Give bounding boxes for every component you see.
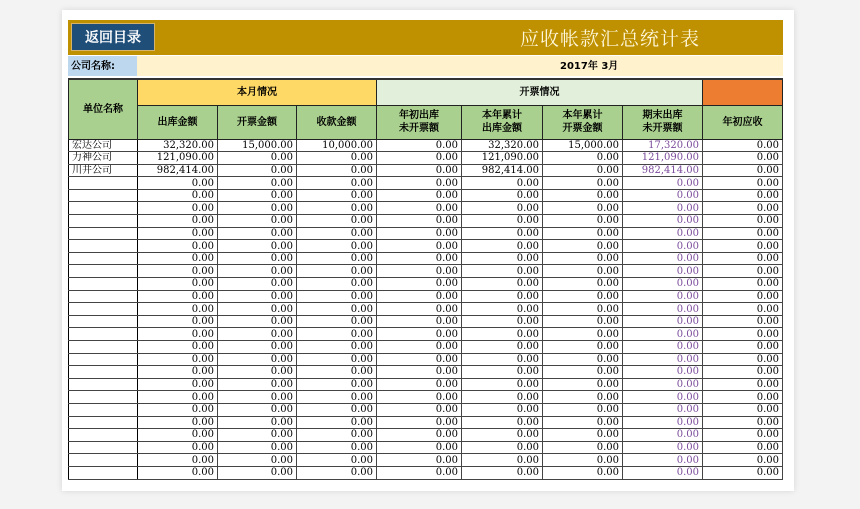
amount-cell[interactable]: 0.00 bbox=[138, 290, 218, 303]
amount-cell[interactable]: 0.00 bbox=[543, 429, 623, 442]
amount-cell[interactable]: 0.00 bbox=[543, 227, 623, 240]
amount-cell[interactable]: 0.00 bbox=[297, 353, 377, 366]
amount-cell[interactable]: 0.00 bbox=[543, 353, 623, 366]
amount-cell[interactable]: 0.00 bbox=[297, 240, 377, 253]
amount-cell[interactable]: 0.00 bbox=[462, 353, 543, 366]
amount-cell[interactable]: 0.00 bbox=[138, 215, 218, 228]
amount-cell[interactable]: 0.00 bbox=[703, 416, 783, 429]
amount-cell[interactable]: 0.00 bbox=[138, 416, 218, 429]
unit-name-cell[interactable] bbox=[69, 366, 138, 379]
table-row bbox=[69, 139, 783, 152]
unit-name-cell[interactable] bbox=[69, 403, 138, 416]
unit-name-cell[interactable] bbox=[69, 303, 138, 316]
amount-cell[interactable]: 0.00 bbox=[218, 391, 297, 404]
amount-cell[interactable]: 0.00 bbox=[543, 215, 623, 228]
amount-cell[interactable]: 0.00 bbox=[543, 189, 623, 202]
amount-cell[interactable]: 0.00 bbox=[297, 441, 377, 454]
amount-cell[interactable]: 0.00 bbox=[623, 177, 703, 190]
amount-cell[interactable]: 0.00 bbox=[218, 416, 297, 429]
amount-cell[interactable]: 0.00 bbox=[462, 303, 543, 316]
amount-cell[interactable]: 0.00 bbox=[703, 454, 783, 467]
amount-cell[interactable]: 0.00 bbox=[543, 252, 623, 265]
amount-cell[interactable]: 0.00 bbox=[623, 466, 703, 479]
amount-cell[interactable]: 0.00 bbox=[218, 164, 297, 177]
header-c4-line1: 年初出库 bbox=[399, 110, 439, 121]
page-title: 应收帐款汇总统计表 bbox=[520, 28, 701, 50]
unit-name-cell[interactable] bbox=[69, 215, 138, 228]
amount-cell[interactable]: 0.00 bbox=[218, 328, 297, 341]
amount-cell[interactable]: 0.00 bbox=[377, 403, 462, 416]
unit-name-cell[interactable] bbox=[69, 202, 138, 215]
amount-cell[interactable]: 0.00 bbox=[543, 366, 623, 379]
header-c5-line1: 本年累计 bbox=[482, 110, 522, 121]
amount-cell[interactable]: 0.00 bbox=[377, 278, 462, 291]
header-c3: 收款金额 bbox=[297, 105, 377, 139]
amount-cell[interactable]: 0.00 bbox=[297, 215, 377, 228]
back-to-index-button[interactable]: 返回目录 bbox=[71, 23, 155, 51]
amount-cell[interactable]: 0.00 bbox=[377, 240, 462, 253]
amount-cell[interactable]: 0.00 bbox=[138, 378, 218, 391]
amount-cell[interactable]: 0.00 bbox=[218, 215, 297, 228]
amount-cell[interactable]: 0.00 bbox=[462, 366, 543, 379]
amount-cell[interactable]: 0.00 bbox=[218, 265, 297, 278]
amount-cell[interactable]: 0.00 bbox=[703, 378, 783, 391]
amount-cell[interactable]: 0.00 bbox=[297, 366, 377, 379]
table-row bbox=[69, 278, 783, 291]
amount-cell[interactable]: 0.00 bbox=[462, 290, 543, 303]
header-c5 bbox=[462, 105, 543, 139]
amount-cell[interactable]: 0.00 bbox=[543, 403, 623, 416]
amount-cell[interactable]: 0.00 bbox=[138, 315, 218, 328]
amount-cell[interactable]: 15,000.00 bbox=[218, 139, 297, 152]
amount-cell[interactable]: 0.00 bbox=[218, 454, 297, 467]
amount-cell[interactable]: 0.00 bbox=[543, 441, 623, 454]
amount-cell[interactable]: 0.00 bbox=[543, 290, 623, 303]
table-row bbox=[69, 391, 783, 404]
amount-cell[interactable]: 0.00 bbox=[138, 403, 218, 416]
table-row bbox=[69, 353, 783, 366]
amount-cell[interactable]: 0.00 bbox=[377, 202, 462, 215]
amount-cell[interactable]: 0.00 bbox=[462, 341, 543, 354]
amount-cell[interactable]: 0.00 bbox=[703, 328, 783, 341]
amount-cell[interactable]: 0.00 bbox=[703, 164, 783, 177]
unit-name-cell[interactable] bbox=[69, 429, 138, 442]
unit-name-cell[interactable] bbox=[69, 252, 138, 265]
amount-cell[interactable]: 0.00 bbox=[623, 328, 703, 341]
amount-cell[interactable]: 0.00 bbox=[138, 177, 218, 190]
table-row bbox=[69, 164, 783, 177]
amount-cell[interactable]: 982,414.00 bbox=[138, 164, 218, 177]
amount-cell[interactable]: 0.00 bbox=[623, 265, 703, 278]
amount-cell[interactable]: 0.00 bbox=[138, 341, 218, 354]
header-invoice: 开票情况 bbox=[377, 79, 703, 105]
amount-cell[interactable]: 0.00 bbox=[297, 378, 377, 391]
amount-cell[interactable]: 0.00 bbox=[462, 403, 543, 416]
amount-cell[interactable]: 32,320.00 bbox=[138, 139, 218, 152]
amount-cell[interactable]: 0.00 bbox=[218, 366, 297, 379]
amount-cell[interactable]: 0.00 bbox=[703, 177, 783, 190]
amount-cell[interactable]: 982,414.00 bbox=[623, 164, 703, 177]
amount-cell[interactable]: 0.00 bbox=[218, 466, 297, 479]
amount-cell[interactable]: 0.00 bbox=[623, 366, 703, 379]
header-c8: 年初应收 bbox=[703, 105, 783, 139]
amount-cell[interactable]: 982,414.00 bbox=[462, 164, 543, 177]
amount-cell[interactable]: 0.00 bbox=[218, 240, 297, 253]
amount-cell[interactable]: 0.00 bbox=[297, 189, 377, 202]
amount-cell[interactable]: 0.00 bbox=[703, 466, 783, 479]
amount-cell[interactable]: 0.00 bbox=[218, 252, 297, 265]
amount-cell[interactable]: 0.00 bbox=[218, 227, 297, 240]
amount-cell[interactable]: 0.00 bbox=[377, 215, 462, 228]
amount-cell[interactable]: 0.00 bbox=[377, 366, 462, 379]
unit-name-cell[interactable] bbox=[69, 290, 138, 303]
unit-name-cell[interactable] bbox=[69, 353, 138, 366]
amount-cell[interactable]: 0.00 bbox=[138, 252, 218, 265]
amount-cell[interactable]: 0.00 bbox=[218, 290, 297, 303]
amount-cell[interactable]: 0.00 bbox=[543, 202, 623, 215]
amount-cell[interactable]: 0.00 bbox=[462, 189, 543, 202]
amount-cell[interactable]: 0.00 bbox=[377, 252, 462, 265]
table-row bbox=[69, 240, 783, 253]
amount-cell[interactable]: 0.00 bbox=[623, 202, 703, 215]
amount-cell[interactable]: 0.00 bbox=[297, 328, 377, 341]
table-body bbox=[69, 139, 783, 479]
amount-cell[interactable]: 0.00 bbox=[377, 441, 462, 454]
header-unit: 单位名称 bbox=[69, 79, 138, 139]
amount-cell[interactable]: 0.00 bbox=[703, 139, 783, 152]
amount-cell[interactable]: 0.00 bbox=[218, 315, 297, 328]
amount-cell[interactable]: 0.00 bbox=[138, 202, 218, 215]
amount-cell[interactable]: 0.00 bbox=[377, 265, 462, 278]
amount-cell[interactable]: 10,000.00 bbox=[297, 139, 377, 152]
amount-cell[interactable]: 0.00 bbox=[543, 240, 623, 253]
table-row bbox=[69, 202, 783, 215]
unit-name-cell[interactable] bbox=[69, 391, 138, 404]
amount-cell[interactable]: 0.00 bbox=[462, 240, 543, 253]
amount-cell[interactable]: 0.00 bbox=[703, 252, 783, 265]
amount-cell[interactable]: 0.00 bbox=[377, 290, 462, 303]
table-row bbox=[69, 454, 783, 467]
amount-cell[interactable]: 0.00 bbox=[297, 177, 377, 190]
unit-name-cell[interactable] bbox=[69, 315, 138, 328]
unit-name-cell[interactable] bbox=[69, 227, 138, 240]
amount-cell[interactable]: 0.00 bbox=[703, 240, 783, 253]
amount-cell[interactable]: 0.00 bbox=[462, 441, 543, 454]
amount-cell[interactable]: 0.00 bbox=[543, 391, 623, 404]
amount-cell[interactable]: 0.00 bbox=[377, 454, 462, 467]
amount-cell[interactable]: 0.00 bbox=[377, 139, 462, 152]
amount-cell[interactable]: 0.00 bbox=[297, 164, 377, 177]
amount-cell[interactable]: 0.00 bbox=[377, 378, 462, 391]
amount-cell[interactable]: 0.00 bbox=[218, 353, 297, 366]
table-row bbox=[69, 366, 783, 379]
amount-cell[interactable]: 0.00 bbox=[623, 278, 703, 291]
table-row bbox=[69, 466, 783, 479]
amount-cell[interactable]: 0.00 bbox=[297, 152, 377, 165]
amount-cell[interactable]: 0.00 bbox=[623, 403, 703, 416]
amount-cell[interactable]: 0.00 bbox=[623, 391, 703, 404]
amount-cell[interactable]: 0.00 bbox=[297, 429, 377, 442]
amount-cell[interactable]: 0.00 bbox=[297, 341, 377, 354]
amount-cell[interactable]: 0.00 bbox=[138, 189, 218, 202]
amount-cell[interactable]: 0.00 bbox=[297, 278, 377, 291]
unit-name-cell[interactable] bbox=[69, 265, 138, 278]
amount-cell[interactable]: 0.00 bbox=[218, 278, 297, 291]
amount-cell[interactable]: 0.00 bbox=[377, 328, 462, 341]
amount-cell[interactable]: 0.00 bbox=[138, 278, 218, 291]
unit-name-cell[interactable] bbox=[69, 341, 138, 354]
header-c2: 开票金额 bbox=[218, 105, 297, 139]
amount-cell[interactable]: 0.00 bbox=[218, 202, 297, 215]
amount-cell[interactable]: 0.00 bbox=[623, 252, 703, 265]
table-row bbox=[69, 189, 783, 202]
amount-cell[interactable]: 0.00 bbox=[703, 366, 783, 379]
unit-name-cell[interactable] bbox=[69, 441, 138, 454]
amount-cell[interactable]: 0.00 bbox=[377, 227, 462, 240]
amount-cell[interactable]: 0.00 bbox=[703, 227, 783, 240]
amount-cell[interactable]: 0.00 bbox=[623, 315, 703, 328]
table-row bbox=[69, 341, 783, 354]
amount-cell[interactable]: 0.00 bbox=[703, 429, 783, 442]
amount-cell[interactable]: 0.00 bbox=[462, 252, 543, 265]
unit-name-cell[interactable] bbox=[69, 240, 138, 253]
amount-cell[interactable]: 0.00 bbox=[703, 152, 783, 165]
amount-cell[interactable]: 0.00 bbox=[623, 441, 703, 454]
header-c5-line2: 出库金额 bbox=[482, 123, 522, 134]
table-row bbox=[69, 315, 783, 328]
unit-name-cell[interactable] bbox=[69, 378, 138, 391]
amount-cell[interactable]: 0.00 bbox=[462, 265, 543, 278]
amount-cell[interactable]: 0.00 bbox=[138, 429, 218, 442]
amount-cell[interactable]: 0.00 bbox=[623, 227, 703, 240]
amount-cell[interactable]: 0.00 bbox=[462, 177, 543, 190]
amount-cell[interactable]: 32,320.00 bbox=[462, 139, 543, 152]
amount-cell[interactable]: 0.00 bbox=[543, 328, 623, 341]
amount-cell[interactable]: 0.00 bbox=[377, 164, 462, 177]
table-row bbox=[69, 429, 783, 442]
amount-cell[interactable]: 0.00 bbox=[462, 466, 543, 479]
amount-cell[interactable]: 0.00 bbox=[703, 290, 783, 303]
amount-cell[interactable]: 0.00 bbox=[138, 353, 218, 366]
amount-cell[interactable]: 0.00 bbox=[138, 240, 218, 253]
amount-cell[interactable]: 0.00 bbox=[138, 366, 218, 379]
amount-cell[interactable]: 0.00 bbox=[543, 315, 623, 328]
header-c6-line1: 本年累计 bbox=[562, 110, 603, 121]
table-row bbox=[69, 227, 783, 240]
table-row bbox=[69, 378, 783, 391]
amount-cell[interactable]: 0.00 bbox=[297, 227, 377, 240]
amount-cell[interactable]: 0.00 bbox=[218, 152, 297, 165]
company-label: 公司名称: bbox=[68, 56, 137, 76]
amount-cell[interactable]: 0.00 bbox=[138, 454, 218, 467]
table-row bbox=[69, 328, 783, 341]
amount-cell[interactable]: 0.00 bbox=[462, 378, 543, 391]
header-c7-line1: 期末出库 bbox=[642, 110, 683, 121]
amount-cell[interactable]: 0.00 bbox=[703, 353, 783, 366]
amount-cell[interactable]: 0.00 bbox=[703, 303, 783, 316]
table-row bbox=[69, 252, 783, 265]
amount-cell[interactable]: 0.00 bbox=[623, 429, 703, 442]
amount-cell[interactable]: 0.00 bbox=[703, 315, 783, 328]
amount-cell[interactable]: 0.00 bbox=[623, 303, 703, 316]
unit-name-cell[interactable] bbox=[69, 454, 138, 467]
unit-name-cell[interactable] bbox=[69, 416, 138, 429]
amount-cell[interactable]: 0.00 bbox=[462, 429, 543, 442]
amount-cell[interactable]: 0.00 bbox=[543, 466, 623, 479]
amount-cell[interactable]: 0.00 bbox=[297, 454, 377, 467]
amount-cell[interactable]: 0.00 bbox=[623, 215, 703, 228]
amount-cell[interactable]: 0.00 bbox=[462, 278, 543, 291]
amount-cell[interactable]: 0.00 bbox=[138, 227, 218, 240]
amount-cell[interactable]: 121,090.00 bbox=[623, 152, 703, 165]
month-label: 2017年 3月 bbox=[560, 61, 619, 72]
amount-cell[interactable]: 0.00 bbox=[623, 290, 703, 303]
unit-name-cell[interactable] bbox=[69, 466, 138, 479]
amount-cell[interactable]: 0.00 bbox=[377, 416, 462, 429]
amount-cell[interactable]: 0.00 bbox=[623, 378, 703, 391]
amount-cell[interactable]: 0.00 bbox=[462, 328, 543, 341]
amount-cell[interactable]: 0.00 bbox=[377, 152, 462, 165]
table-row bbox=[69, 265, 783, 278]
table-row bbox=[69, 152, 783, 165]
amount-cell[interactable]: 0.00 bbox=[377, 341, 462, 354]
amount-cell[interactable]: 0.00 bbox=[377, 353, 462, 366]
company-row[interactable] bbox=[68, 56, 783, 76]
amount-cell[interactable]: 0.00 bbox=[623, 416, 703, 429]
table-row bbox=[69, 403, 783, 416]
amount-cell[interactable]: 0.00 bbox=[297, 265, 377, 278]
amount-cell[interactable]: 0.00 bbox=[543, 265, 623, 278]
amount-cell[interactable]: 0.00 bbox=[297, 466, 377, 479]
amount-cell[interactable]: 0.00 bbox=[623, 189, 703, 202]
amount-cell[interactable]: 0.00 bbox=[218, 341, 297, 354]
table-row bbox=[69, 441, 783, 454]
amount-cell[interactable]: 0.00 bbox=[623, 454, 703, 467]
amount-cell[interactable]: 0.00 bbox=[703, 202, 783, 215]
amount-cell[interactable]: 0.00 bbox=[297, 252, 377, 265]
amount-cell[interactable]: 0.00 bbox=[543, 416, 623, 429]
amount-cell[interactable]: 0.00 bbox=[377, 429, 462, 442]
amount-cell[interactable]: 0.00 bbox=[297, 290, 377, 303]
header-c7 bbox=[623, 105, 703, 139]
header-c4-line2: 未开票额 bbox=[399, 123, 439, 134]
amount-cell[interactable]: 0.00 bbox=[218, 189, 297, 202]
amount-cell[interactable]: 0.00 bbox=[703, 278, 783, 291]
amount-cell[interactable]: 0.00 bbox=[297, 416, 377, 429]
unit-name-cell[interactable] bbox=[69, 189, 138, 202]
amount-cell[interactable]: 0.00 bbox=[703, 403, 783, 416]
amount-cell[interactable]: 0.00 bbox=[703, 441, 783, 454]
amount-cell[interactable]: 0.00 bbox=[138, 265, 218, 278]
amount-cell[interactable]: 0.00 bbox=[462, 315, 543, 328]
amount-cell[interactable]: 0.00 bbox=[138, 466, 218, 479]
amount-cell[interactable]: 0.00 bbox=[543, 164, 623, 177]
amount-cell[interactable]: 0.00 bbox=[623, 353, 703, 366]
amount-cell[interactable]: 0.00 bbox=[462, 391, 543, 404]
table-row bbox=[69, 215, 783, 228]
amount-cell[interactable]: 0.00 bbox=[703, 391, 783, 404]
unit-name-cell[interactable]: 宏达公司 bbox=[69, 139, 138, 152]
amount-cell[interactable]: 0.00 bbox=[377, 391, 462, 404]
amount-cell[interactable]: 0.00 bbox=[377, 466, 462, 479]
amount-cell[interactable]: 121,090.00 bbox=[462, 152, 543, 165]
amount-cell[interactable]: 0.00 bbox=[377, 189, 462, 202]
amount-cell[interactable]: 121,090.00 bbox=[138, 152, 218, 165]
amount-cell[interactable]: 0.00 bbox=[218, 303, 297, 316]
header-c6 bbox=[543, 105, 623, 139]
amount-cell[interactable]: 0.00 bbox=[138, 303, 218, 316]
table-row bbox=[69, 303, 783, 316]
amount-cell[interactable]: 0.00 bbox=[543, 303, 623, 316]
amount-cell[interactable]: 0.00 bbox=[543, 177, 623, 190]
header-c4 bbox=[377, 105, 462, 139]
amount-cell[interactable]: 0.00 bbox=[543, 278, 623, 291]
table-row bbox=[69, 177, 783, 190]
amount-cell[interactable]: 0.00 bbox=[218, 441, 297, 454]
amount-cell[interactable]: 0.00 bbox=[543, 341, 623, 354]
amount-cell[interactable]: 0.00 bbox=[543, 454, 623, 467]
amount-cell[interactable]: 0.00 bbox=[462, 227, 543, 240]
amount-cell[interactable]: 0.00 bbox=[297, 315, 377, 328]
unit-name-cell[interactable] bbox=[69, 177, 138, 190]
amount-cell[interactable]: 0.00 bbox=[218, 429, 297, 442]
amount-cell[interactable]: 0.00 bbox=[218, 403, 297, 416]
amount-cell[interactable]: 17,320.00 bbox=[623, 139, 703, 152]
amount-cell[interactable]: 0.00 bbox=[623, 240, 703, 253]
amount-cell[interactable]: 0.00 bbox=[462, 416, 543, 429]
header-c1: 出库金额 bbox=[138, 105, 218, 139]
unit-name-cell[interactable]: 川井公司 bbox=[69, 164, 138, 177]
header-orange bbox=[703, 79, 783, 105]
table-row bbox=[69, 290, 783, 303]
amount-cell[interactable]: 0.00 bbox=[462, 454, 543, 467]
amount-cell[interactable]: 0.00 bbox=[297, 403, 377, 416]
amount-cell[interactable]: 0.00 bbox=[377, 177, 462, 190]
summary-table bbox=[68, 78, 783, 480]
amount-cell[interactable]: 0.00 bbox=[297, 202, 377, 215]
amount-cell[interactable]: 0.00 bbox=[138, 328, 218, 341]
amount-cell[interactable]: 0.00 bbox=[297, 303, 377, 316]
amount-cell[interactable]: 0.00 bbox=[623, 341, 703, 354]
amount-cell[interactable]: 0.00 bbox=[377, 303, 462, 316]
amount-cell[interactable]: 0.00 bbox=[462, 215, 543, 228]
amount-cell[interactable]: 0.00 bbox=[703, 215, 783, 228]
amount-cell[interactable]: 0.00 bbox=[218, 378, 297, 391]
amount-cell[interactable]: 0.00 bbox=[543, 378, 623, 391]
amount-cell[interactable]: 0.00 bbox=[218, 177, 297, 190]
unit-name-cell[interactable] bbox=[69, 278, 138, 291]
header-c6-line2: 开票金额 bbox=[562, 123, 603, 134]
amount-cell[interactable]: 0.00 bbox=[543, 152, 623, 165]
amount-cell[interactable]: 0.00 bbox=[377, 315, 462, 328]
unit-name-cell[interactable]: 力神公司 bbox=[69, 152, 138, 165]
unit-name-cell[interactable] bbox=[69, 328, 138, 341]
amount-cell[interactable]: 0.00 bbox=[462, 202, 543, 215]
header-this-month: 本月情况 bbox=[138, 79, 377, 105]
amount-cell[interactable]: 0.00 bbox=[703, 265, 783, 278]
table-row bbox=[69, 416, 783, 429]
amount-cell[interactable]: 15,000.00 bbox=[543, 139, 623, 152]
amount-cell[interactable]: 0.00 bbox=[138, 441, 218, 454]
header-c7-line2: 未开票额 bbox=[642, 123, 683, 134]
amount-cell[interactable]: 0.00 bbox=[297, 391, 377, 404]
amount-cell[interactable]: 0.00 bbox=[703, 189, 783, 202]
amount-cell[interactable]: 0.00 bbox=[138, 391, 218, 404]
amount-cell[interactable]: 0.00 bbox=[703, 341, 783, 354]
